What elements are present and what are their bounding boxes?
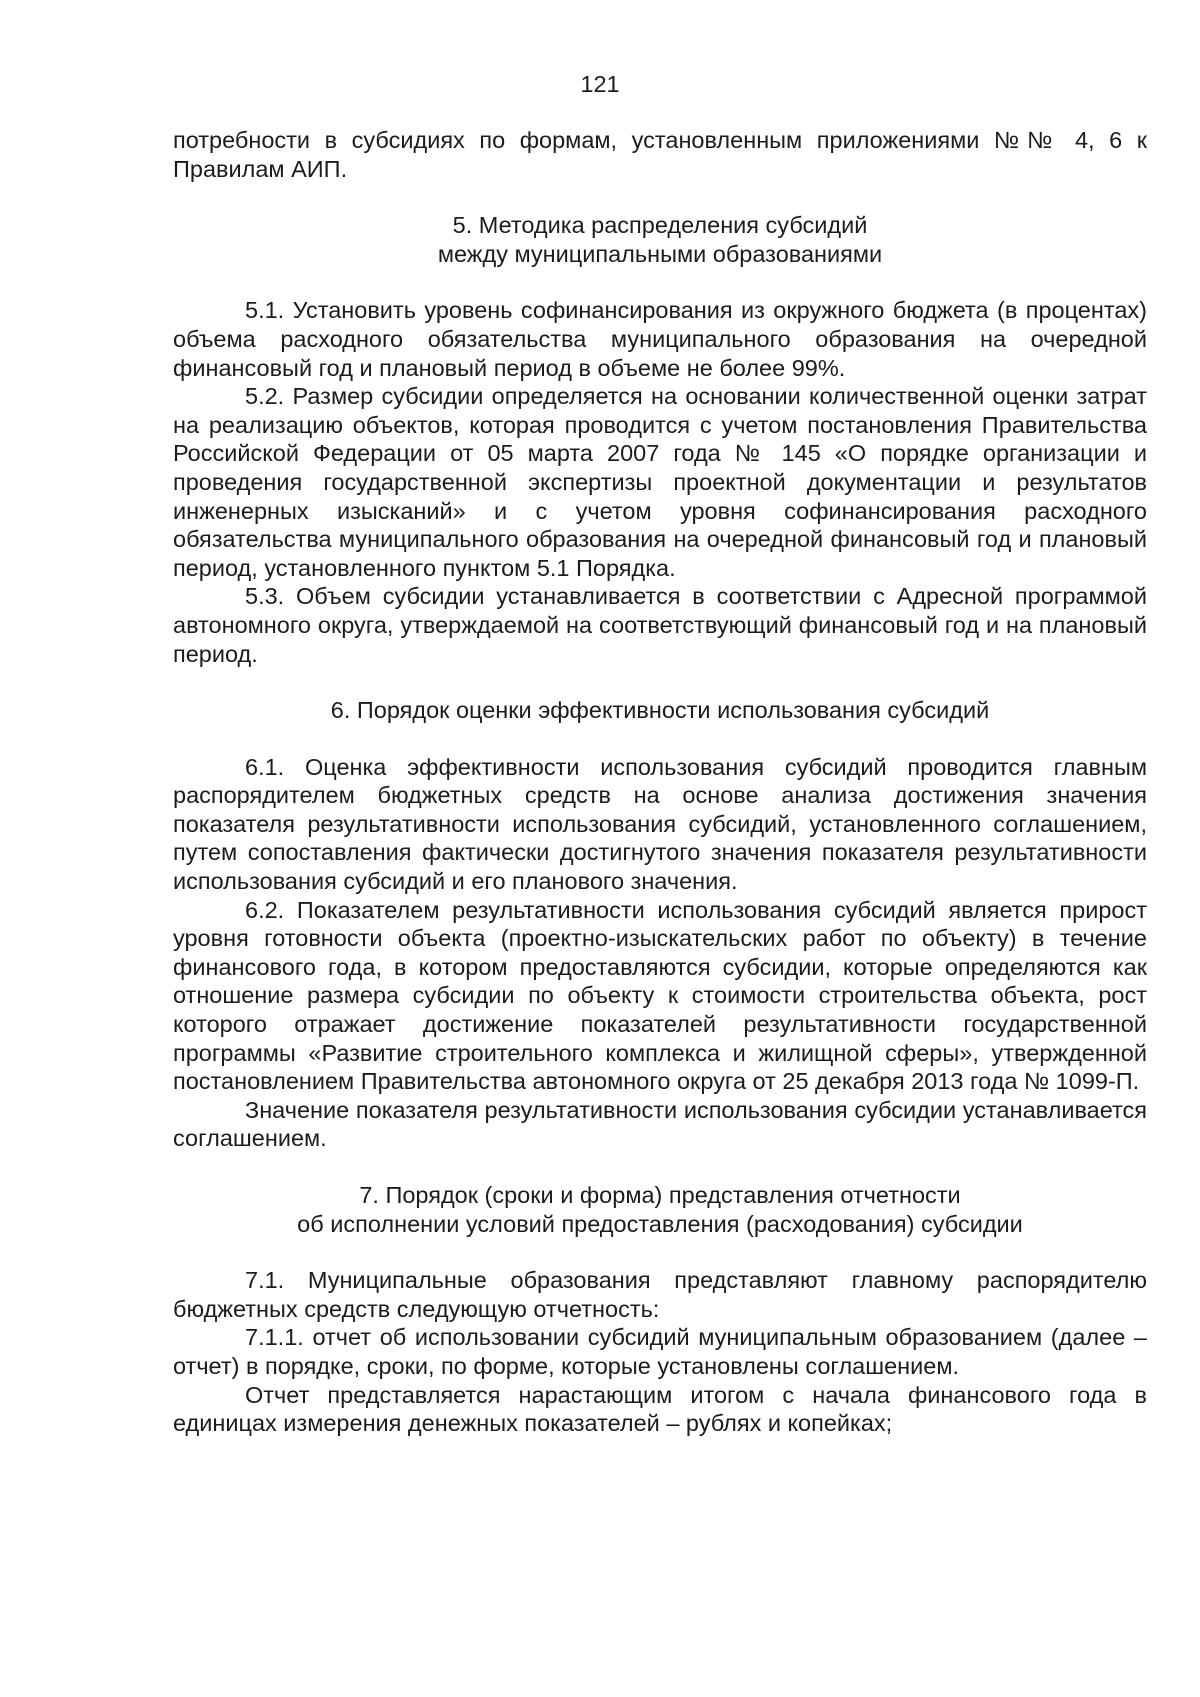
intro-paragraph: потребности в субсидиях по формам, установленным приложениями №№ 4, 6 к Правилам АИП. xyxy=(173,127,1147,182)
section-7-heading-line-2: об исполнении условий предоставления (расходования) субсидии xyxy=(297,1210,1023,1237)
section-6-heading-line: 6. Порядок оценки эффективности использования субсидий xyxy=(330,697,990,724)
section-7-heading-line-1: 7. Порядок (сроки и форма) представления отчетности xyxy=(359,1182,961,1208)
paragraph-5-1: 5.1. Установить уровень софинансирования из окружного бюджета (в процентах) объема расходного обязательства муниципального образования на очередной финансовый год и плановый период в объеме не более 99%. xyxy=(173,297,1147,381)
document-body xyxy=(173,126,1147,1438)
page-number: 121 xyxy=(580,71,620,97)
paragraph-6-1: 6.1. Оценка эффективности использования субсидий проводится главным распорядителем бюджетных средств на основе анализа достижения значения показателя результативности использования субсидий, установленного соглашением, путем сопоставления фактически достигнутого значения показателя результативности использования субсидий и его планового значения. xyxy=(173,753,1147,895)
section-5-heading-line-2: между муниципальными образованиями xyxy=(437,240,883,267)
paragraph-6-value: Значение показателя результативности использования субсидии устанавливается соглашением. xyxy=(173,1096,1147,1152)
section-5-heading-line-1: 5. Методика распределения субсидий xyxy=(452,212,868,239)
paragraph-7-1: 7.1. Муниципальные образования представляют главному распорядителю бюджетных средств следующую отчетность: xyxy=(173,1267,1147,1322)
section-6-heading xyxy=(173,696,1147,725)
section-5-heading xyxy=(173,211,1147,268)
paragraph-7-1-1: 7.1.1. отчет об использовании субсидий муниципальным образованием (далее – отчет) в порядке, сроки, по форме, которые установлены соглашением. xyxy=(173,1324,1147,1379)
paragraph-6-2: 6.2. Показателем результативности использования субсидий является прирост уровня готовности объекта (проектно-изыскательских работ по объекту) в течение финансового года, в котором предоставляются субсидии, которые определяются как отношение размера субсидии по объекту к стоимости строительства объекта, рост которого отражает достижение показателей результативности государственной программы «Развитие строительного комплекса и жилищной сферы», утвержденной постановлением Правительства автономного округа от 25 декабря 2013 года № 1099-П. xyxy=(173,896,1147,1095)
paragraph-5-2: 5.2. Размер субсидии определяется на основании количественной оценки затрат на реализацию объектов, которая проводится с учетом постановления Правительства Российской Федерации от 05 марта 2007 года № 145 «О порядке организации и проведения государственной экспертизы проектной документации и результатов инженерных изысканий» и с учетом уровня софинансирования расходного обязательства муниципального образования на очередной финансовый год и плановый период, установленного пунктом 5.1 Порядка. xyxy=(173,383,1147,581)
section-7-heading xyxy=(173,1181,1147,1238)
paragraph-5-3: 5.3. Объем субсидии устанавливается в соответствии с Адресной программой автономного округа, утверждаемой на соответствующий финансовый год и на плановый период. xyxy=(173,583,1147,667)
paragraph-7-report: Отчет представляется нарастающим итогом с начала финансового года в единицах измерения денежных показателей – рублях и копейках; xyxy=(173,1381,1147,1437)
